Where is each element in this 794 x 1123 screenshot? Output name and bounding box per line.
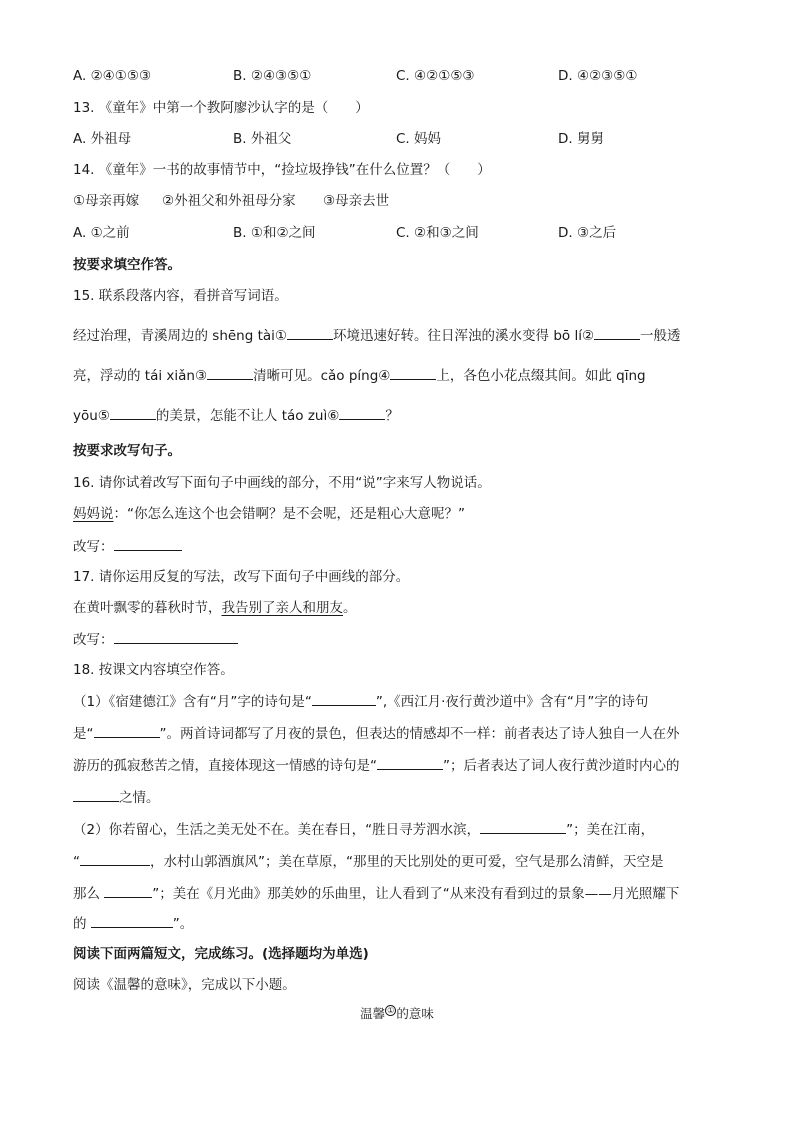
q18-s2-line-2 (73, 852, 664, 871)
q18-text: （1）《宿建德江》含有“月”字的诗句是“ (73, 694, 312, 710)
q15-text: 经过治理，青溪周边的 shēng tài① (73, 328, 288, 344)
q15-text: 一般透 (640, 328, 681, 344)
q18-text: 的 (73, 916, 91, 932)
q18-blank-1[interactable] (312, 692, 376, 706)
q18-blank-7[interactable] (104, 884, 152, 898)
q18-s1-line-3 (73, 756, 680, 775)
q16-answer (73, 537, 182, 556)
q17-stem: 17. 请你运用反复的写法，改写下面句子中画线的部分。 (73, 569, 410, 585)
q13-option-a[interactable]: A. 外祖母 (73, 131, 132, 147)
q18-text: （2）你若留心，生活之美无处不在。美在春日，“胜日寻芳泗水滨， (73, 822, 481, 838)
q18-blank-2[interactable] (94, 724, 160, 738)
q15-text: 亮，浮动的 tái xiǎn③ (73, 368, 208, 384)
q17-after: 。 (343, 600, 357, 616)
footnote-marker: ① (387, 1005, 395, 1015)
q15-text: 清晰可见。cǎo píng④ (253, 368, 391, 384)
q13-option-d[interactable]: D. 舅舅 (558, 131, 604, 147)
q17-answer-label: 改写： (73, 632, 114, 648)
q15-blank-4[interactable] (390, 366, 436, 380)
q16-sentence-rest: ：“你怎么连这个也会错啊？是不会呢，还是粗心大意呢？” (113, 506, 465, 522)
q15-blank-5[interactable] (110, 406, 156, 420)
q16-answer-label: 改写： (73, 539, 114, 555)
q17-underlined: 我告别了亲人和朋友 (221, 600, 343, 616)
q18-text: 是“ (73, 726, 94, 742)
q15-line-3 (73, 406, 399, 425)
q12-option-c[interactable]: C. ④②①⑤③ (396, 68, 475, 84)
q18-text: ”；美在《月光曲》那美妙的乐曲里，让人看到了“从来没有看到过的景象——月光照耀下 (152, 886, 680, 902)
q15-line-1 (73, 326, 681, 345)
q18-blank-6[interactable] (80, 852, 150, 866)
q18-text: 那么 (73, 886, 105, 902)
q14-stem: 14. 《童年》一书的故事情节中，“捡垃圾挣钱”在什么位置？（ ） (73, 162, 491, 178)
q18-text: ”；后者表达了词人夜行黄沙道时内心的 (443, 758, 680, 774)
q18-blank-3[interactable] (377, 756, 443, 770)
q18-blank-8[interactable] (91, 914, 173, 928)
q15-text: 上，各色小花点缀其间。如此 qīng (436, 368, 646, 384)
q15-text: ？ (385, 408, 399, 424)
section-heading-fill: 按要求填空作答。 (73, 257, 181, 273)
section-heading-reading: 阅读下面两篇短文，完成练习。(选择题均为单选) (73, 946, 369, 962)
q12-option-b[interactable]: B. ②④③⑤① (233, 68, 312, 84)
q18-s1-line-2 (73, 724, 680, 743)
q14-event-2: ②外祖父和外祖母分家 (162, 193, 296, 209)
q15-line-2 (73, 366, 646, 385)
reading-title-a: 温馨 (360, 1006, 386, 1021)
q14-option-b[interactable]: B. ①和②之间 (233, 225, 316, 241)
q18-text: 游历的孤寂愁苦之情，直接体现这一情感的诗句是“ (73, 758, 377, 774)
q18-text: ”。 (172, 916, 194, 932)
q15-text: 环境迅速好转。往日浑浊的溪水变得 bō lí② (333, 328, 595, 344)
q16-stem: 16. 请你试着改写下面句子中画线的部分，不用“说”字来写人物说话。 (73, 475, 491, 491)
q12-option-d[interactable]: D. ④②③⑤① (558, 68, 638, 84)
section-heading-rewrite: 按要求改写句子。 (73, 443, 181, 459)
q15-blank-1[interactable] (287, 326, 333, 340)
q17-before: 在黄叶飘零的暮秋时节， (73, 600, 222, 616)
q13-stem: 13. 《童年》中第一个教阿廖沙认字的是（ ） (73, 100, 369, 116)
q17-answer (73, 630, 238, 649)
q15-stem: 15. 联系段落内容，看拼音写词语。 (73, 288, 288, 304)
q12-option-a[interactable]: A. ②④①⑤③ (73, 68, 152, 84)
q15-blank-3[interactable] (207, 366, 253, 380)
q18-blank-4[interactable] (73, 788, 119, 802)
q18-text: ，水村山郭酒旗风”；美在草原，“那里的天比别处的更可爱，空气是那么清鲜，天空是 (150, 854, 664, 870)
q18-text: ”,《西江月·夜行黄沙道中》含有“月”字的诗句 (375, 694, 649, 710)
q14-event-1: ①母亲再嫁 (73, 193, 140, 209)
q18-text: ”；美在江南， (566, 822, 655, 838)
q18-s2-line-1 (73, 820, 654, 839)
q13-option-b[interactable]: B. 外祖父 (233, 131, 292, 147)
q14-option-c[interactable]: C. ②和③之间 (396, 225, 479, 241)
q18-blank-5[interactable] (480, 820, 566, 834)
q18-text: ”。两首诗词都写了月夜的景色，但表达的情感却不一样：前者表达了诗人独自一人在外 (159, 726, 680, 742)
q17-sentence (73, 599, 357, 617)
q18-s1-line-4 (73, 788, 160, 807)
reading-title-b: 的意味 (396, 1006, 434, 1021)
q14-option-a[interactable]: A. ①之前 (73, 225, 130, 241)
q13-option-c[interactable]: C. 妈妈 (396, 131, 442, 147)
q14-option-d[interactable]: D. ③之后 (558, 225, 617, 241)
q16-answer-blank[interactable] (114, 537, 182, 551)
q18-s1-line-1 (73, 692, 648, 711)
q17-answer-blank[interactable] (114, 630, 238, 644)
q15-blank-2[interactable] (594, 326, 640, 340)
q16-underlined: 妈妈说 (73, 506, 114, 522)
q18-s2-line-4 (73, 914, 193, 933)
q15-text: yōu⑤ (73, 408, 110, 424)
q16-sentence (73, 505, 465, 523)
q18-text: “ (73, 854, 80, 870)
q18-s2-line-3 (73, 884, 679, 903)
q14-event-3: ③母亲去世 (323, 193, 390, 209)
q15-blank-6[interactable] (339, 406, 385, 420)
q18-text: 之情。 (119, 790, 160, 806)
reading-intro: 阅读《温馨的意味》，完成以下小题。 (73, 977, 296, 993)
q15-text: 的美景，怎能不让人 táo zuì⑥ (155, 408, 340, 424)
q18-stem: 18. 按课文内容填空作答。 (73, 662, 234, 678)
reading-title (0, 1005, 794, 1023)
